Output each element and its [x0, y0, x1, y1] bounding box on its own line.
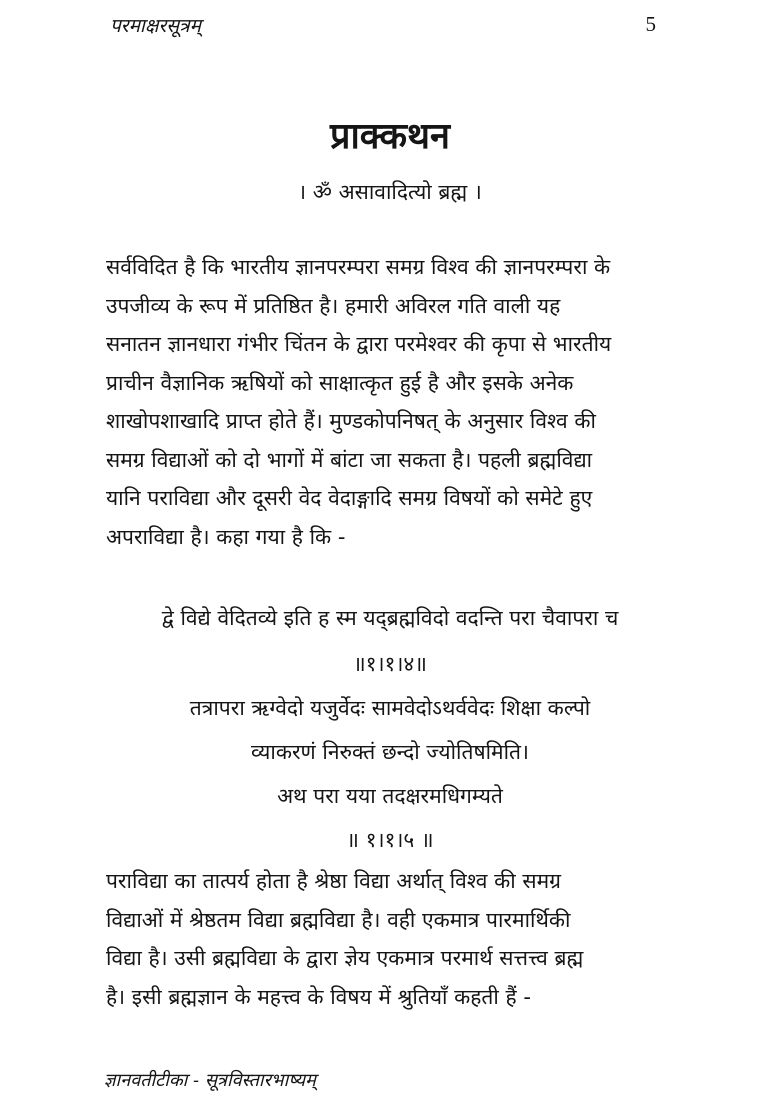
paragraph-paravidya: [106, 862, 686, 1016]
paragraph-line: विद्या है। उसी ब्रह्मविद्या के द्वारा ज्ञेय एकमात्र परमार्थ सत्तत्त्व ब्रह्म: [106, 946, 584, 970]
verse-line: द्वे विद्ये वेदितव्ये इति ह स्म यद्ब्रह्मविदो वदन्ति परा चैवापरा च: [161, 606, 619, 630]
paragraph-line: पराविद्या का तात्पर्य होता है श्रेष्ठा विद्या अर्थात् विश्व की समग्र: [106, 869, 561, 893]
page-number: 5: [645, 12, 656, 36]
paragraph-intro: [106, 248, 686, 556]
running-footer-title: ज्ञानवतीटीका - सूत्रविस्तारभाष्यम्: [104, 1070, 316, 1091]
paragraph-line: यानि पराविद्या और दूसरी वेद वेदाङ्गादि समग्र विषयों को समेटे हुए: [106, 486, 593, 510]
chapter-title: प्राक्कथन: [329, 116, 451, 157]
verse-reference: ॥१।१।४॥: [353, 652, 427, 676]
paragraph-line: विद्याओं में श्रेष्ठतम विद्या ब्रह्मविद्या है। वही एकमात्र पारमार्थिकी: [106, 907, 571, 932]
running-header-title: परमाक्षरसूत्रम्: [110, 15, 201, 37]
paragraph-line: सनातन ज्ञानधारा गंभीर चिंतन के द्वारा परमेश्वर की कृपा से भारतीय: [106, 332, 612, 356]
paragraph-line: समग्र विद्याओं को दो भागों में बांटा जा सकता है। पहली ब्रह्मविद्या: [106, 447, 593, 472]
verse-reference: ॥ १।१।५ ॥: [346, 828, 434, 852]
paragraph-line: सर्वविदित है कि भारतीय ज्ञानपरम्परा समग्र विश्व की ज्ञानपरम्परा के: [106, 255, 611, 279]
paragraph-line: अपराविद्या है। कहा गया है कि -: [106, 524, 346, 549]
paragraph-line: है। इसी ब्रह्मज्ञान के महत्त्व के विषय में श्रुतियाँ कहती हैं -: [106, 984, 531, 1009]
paragraph-line: उपजीव्य के रूप में प्रतिष्ठित है। हमारी अविरल गति वाली यह: [106, 293, 561, 318]
verse-line: व्याकरणं निरुक्तं छन्दो ज्योतिषमिति।: [251, 740, 529, 764]
verse-line: अथ परा यया तदक्षरमधिगम्यते: [277, 784, 503, 808]
invocation-line: । ॐ असावादित्यो ब्रह्म ।: [298, 180, 482, 204]
paragraph-line: प्राचीन वैज्ञानिक ऋषियों को साक्षात्कृत हुई है और इसके अनेक: [106, 370, 574, 395]
verse-line: तत्रापरा ऋग्वेदो यजुर्वेदः सामवेदोऽथर्ववेदः शिक्षा कल्पो: [189, 696, 591, 720]
paragraph-line: शाखोपशाखादि प्राप्त होते हैं। मुण्डकोपनिषत् के अनुसार विश्व की: [106, 409, 596, 433]
